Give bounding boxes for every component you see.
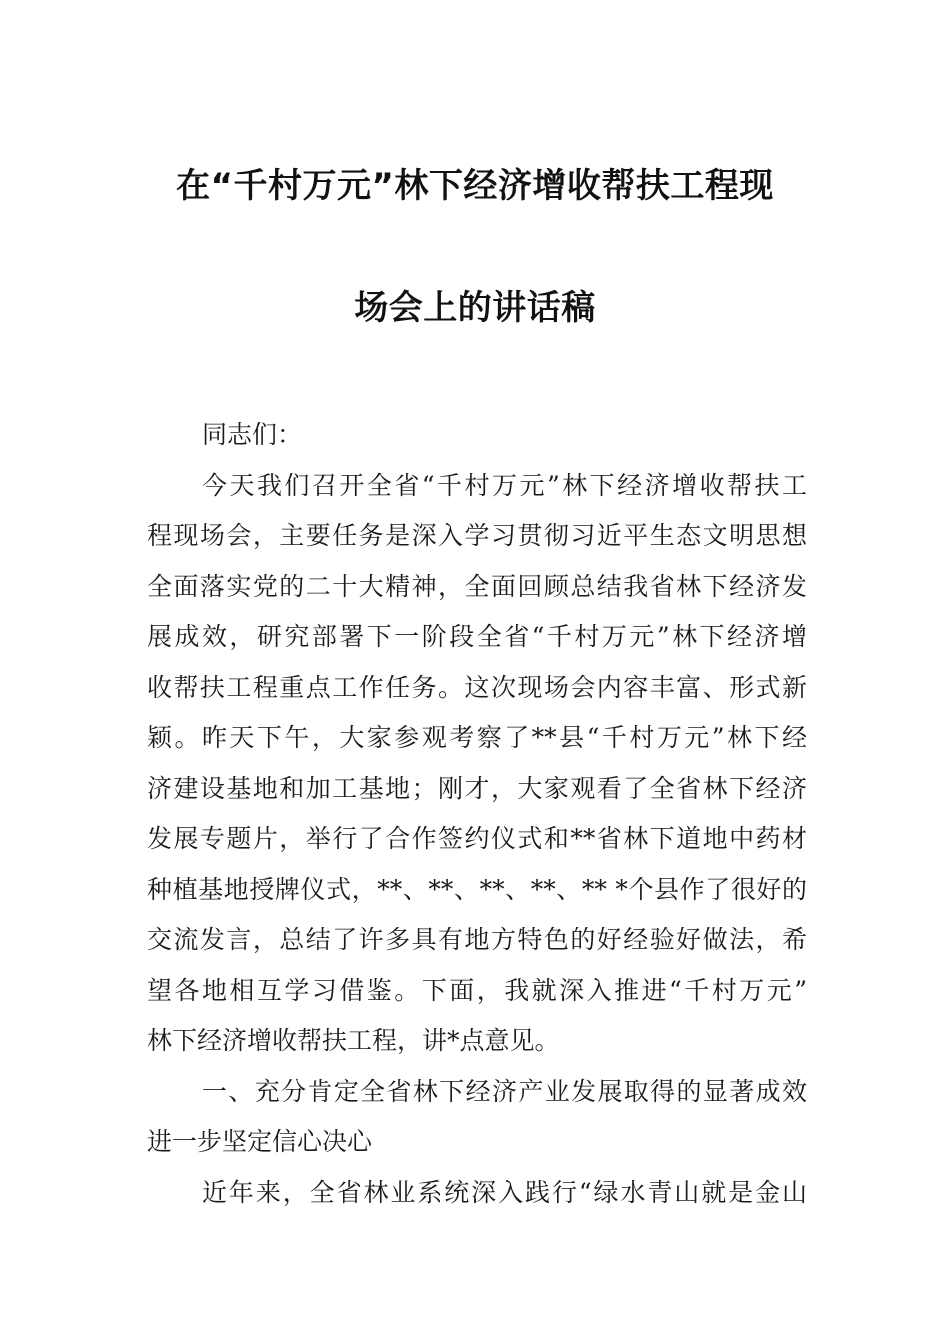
paragraph-1-line: 颖。昨天下午，大家参观考察了**县“千村万元”林下经 bbox=[147, 723, 807, 752]
paragraph-1-line: 望各地相互学习借鉴。下面，我就深入推进“千村万元” bbox=[147, 975, 807, 1005]
document-body bbox=[147, 410, 807, 1218]
paragraph-1-line: 发展专题片，举行了合作签约仪式和**省林下道地中药材 bbox=[147, 824, 807, 853]
paragraph-1-line: 今天我们召开全省“千村万元”林下经济增收帮扶工 bbox=[202, 470, 807, 500]
paragraph-1-line: 济建设基地和加工基地；刚才，大家观看了全省林下经济 bbox=[147, 773, 807, 803]
section-heading-1-line: 进一步坚定信心决心 bbox=[147, 1127, 373, 1156]
paragraph-1-line: 程现场会，主要任务是深入学习贯彻习近平生态文明思想 bbox=[147, 521, 807, 550]
document-title-line-1: 在“千村万元”林下经济增收帮扶工程现 bbox=[176, 166, 774, 206]
paragraph-1-line: 林下经济增收帮扶工程，讲*点意见。 bbox=[147, 1026, 560, 1055]
salutation: 同志们： bbox=[202, 420, 303, 449]
paragraph-2-line: 近年来，全省林业系统深入践行“绿水青山就是金山 bbox=[202, 1177, 807, 1207]
paragraph-1-line: 种植基地授牌仪式，**、**、**、**、** *个县作了很好的 bbox=[147, 874, 807, 904]
paragraph-1-line: 收帮扶工程重点工作任务。这次现场会内容丰富、形式新 bbox=[147, 672, 807, 702]
paragraph-1-line: 交流发言，总结了许多具有地方特色的好经验好做法，希 bbox=[147, 925, 807, 954]
paragraph-1-line: 全面落实党的二十大精神，全面回顾总结我省林下经济发 bbox=[147, 571, 807, 601]
section-heading-1-line: 一、充分肯定全省林下经济产业发展取得的显著成效 bbox=[202, 1076, 807, 1106]
paragraph-1-line: 展成效，研究部署下一阶段全省“千村万元”林下经济增 bbox=[147, 622, 807, 651]
document-title-line-2: 场会上的讲话稿 bbox=[354, 288, 596, 328]
